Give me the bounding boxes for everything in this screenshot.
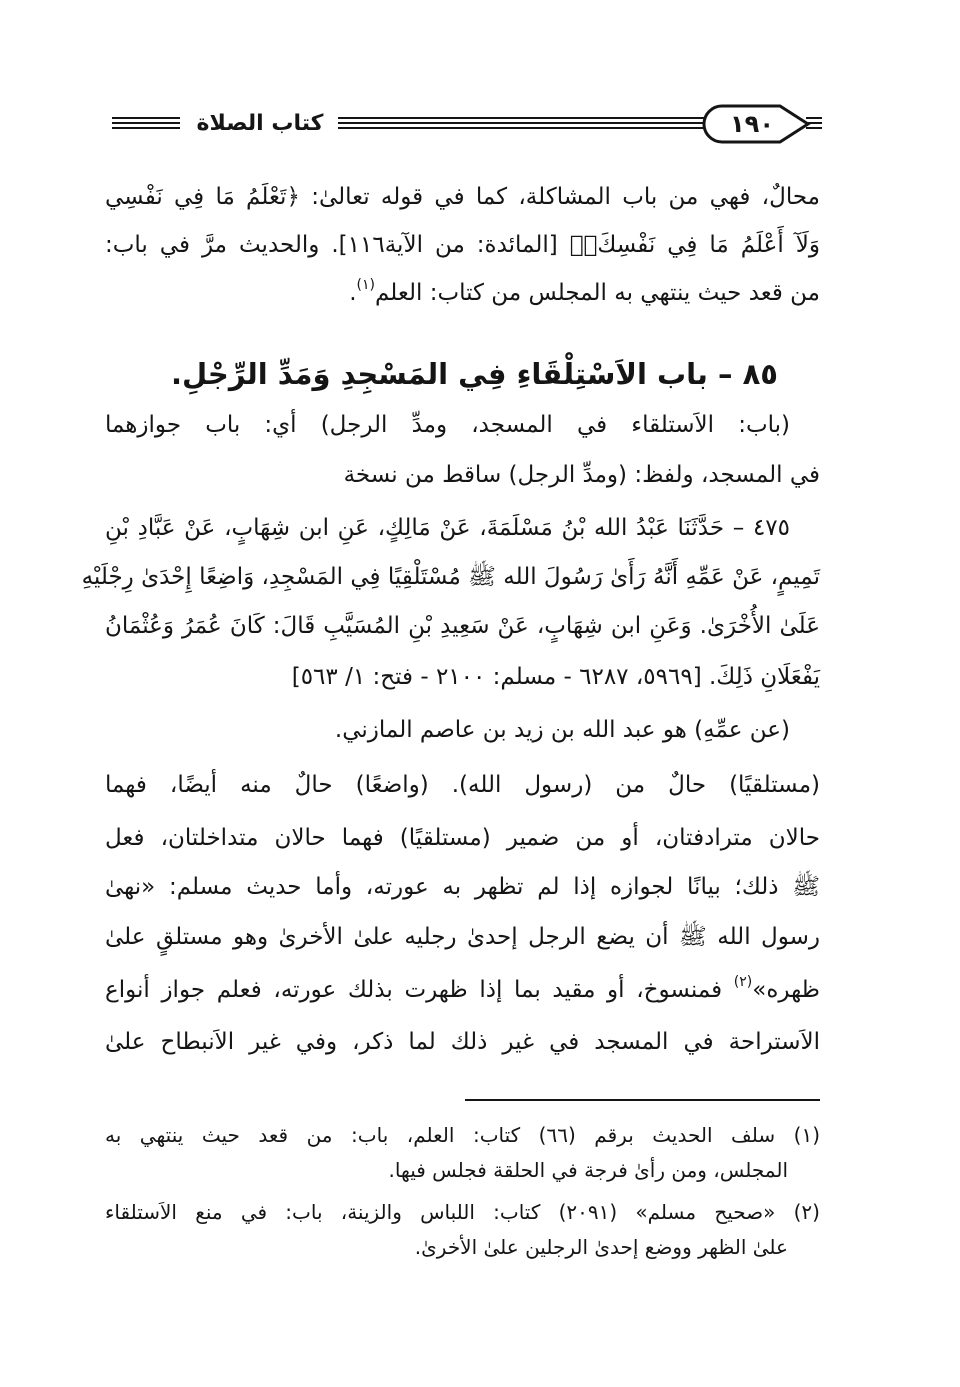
commentary-line-4: رسول الله ﷺ أن يضع الرجل إحدىٰ رجليه علىٰ الأخرىٰ وهو مستلقٍ علىٰ <box>105 924 820 950</box>
header-rule-left <box>112 117 180 129</box>
footnote-2-line-2: علىٰ الظهر ووضع إحدىٰ الرجلين علىٰ الأخرىٰ. <box>414 1235 788 1259</box>
footnote-separator <box>465 1099 820 1101</box>
hadith-line-1: ٤٧٥ – حَدَّثَنَا عَبْدُ الله بْنُ مَسْلَمَةَ، عَنْ مَالِكٍ، عَنِ ابن شِهَابٍ، عَنْ عَبَّادِ بْنِ <box>105 515 790 541</box>
chapter-line-1: (باب: الاَستلقاء في المسجد، ومدِّ الرجل) أي: باب جوازهما <box>105 412 790 438</box>
footnote-ref-2: (٢) <box>733 974 753 990</box>
intro-line-3-text: من قعد حيث ينتهي به المجلس من كتاب: العلم <box>374 280 820 306</box>
hadith-line-2: تَمِيمٍ، عَنْ عَمِّهِ أَنَّهُ رَأَىٰ رَسُولَ الله ﷺ مُسْتَلْقِيًا فِي المَسْجِدِ، وَاضِعًا إِحْدَىٰ رِجْلَيْهِ <box>81 564 820 590</box>
commentary-line-5-start: ظهره» <box>752 977 820 1003</box>
commentary-line-1: (مستلقيًا) حالٌ من (رسول الله). (واضعًا) حالٌ منه أيضًا، فهما <box>105 772 820 798</box>
chapter-heading: ٨٥ – باب الاَسْتِلْقَاءِ فِي المَسْجِدِ وَمَدِّ الرِّجْلِ. <box>171 357 778 391</box>
intro-line-2: وَلَآ أَعْلَمُ مَا فِي نَفْسِكَۚ﴾ [المائدة: من الآية١١٦]. والحديث مرَّ في باب: <box>105 232 820 258</box>
hadith-line-3: عَلَىٰ الأُخْرَىٰ. وَعَنِ ابن شِهَابٍ، عَنْ سَعِيدِ بْنِ المُسَيَّبِ قَالَ: كَانَ عُمَرُ وَعُثْمَانُ <box>105 613 820 639</box>
commentary-note: (عن عمِّهِ) هو عبد الله بن زيد بن عاصم المازني. <box>334 717 790 743</box>
commentary-line-6: الاَستراحة في المسجد في غير ذلك لما ذكر، وفي غير الاَنبطاح علىٰ <box>105 1029 820 1055</box>
footnote-1-line-1: (١) سلف الحديث برقم (٦٦) كتاب: العلم، باب: من قعد حيث ينتهي به <box>105 1123 820 1147</box>
page-number: ١٩٠ <box>730 110 774 138</box>
header-rule-right <box>806 117 822 129</box>
header-rule-middle <box>338 117 704 129</box>
commentary-line-5-rest: فمنسوخ، أو مقيد بما إذا ظهرت بذلك عورته، فعلم جواز أنواع <box>105 977 734 1003</box>
commentary-line-2: حالان مترادفتان، أو من ضمير (مستلقيًا) فهما حالان متداخلتان، فعل <box>105 825 820 851</box>
commentary-line-5 <box>105 965 820 1015</box>
chapter-line-2: في المسجد، ولفظ: (ومدِّ الرجل) ساقط من نسخة <box>343 462 820 488</box>
hadith-line-4: يَفْعَلَانِ ذَلِكَ. [٥٩٦٩، ٦٢٨٧ - مسلم: ٢١٠٠ - فتح: ١/ ٥٦٣] <box>291 664 820 690</box>
intro-line-1: محالٌ، فهي من باب المشاكلة، كما في قوله تعالىٰ: ﴿تَعْلَمُ مَا فِي نَفْسِي <box>105 184 820 210</box>
footnote-ref-1: (١) <box>356 277 375 293</box>
footnote-1-line-2: المجلس، ومن رأىٰ فرجة في الحلقة فجلس فيها. <box>388 1158 788 1182</box>
intro-line-3-end: . <box>349 280 357 306</box>
commentary-line-3: ﷺ ذلك؛ بيانًا لجوازه إذا لم تظهر به عورته، وأما حديث مسلم: «نهىٰ <box>105 874 820 900</box>
intro-line-3 <box>105 268 820 318</box>
book-title: كتاب الصلاة <box>196 111 324 136</box>
footnote-2-line-1: (٢) «صحيح مسلم» (٢٠٩١) كتاب: اللباس والزينة، باب: في منع الاَستلقاء <box>105 1200 820 1224</box>
